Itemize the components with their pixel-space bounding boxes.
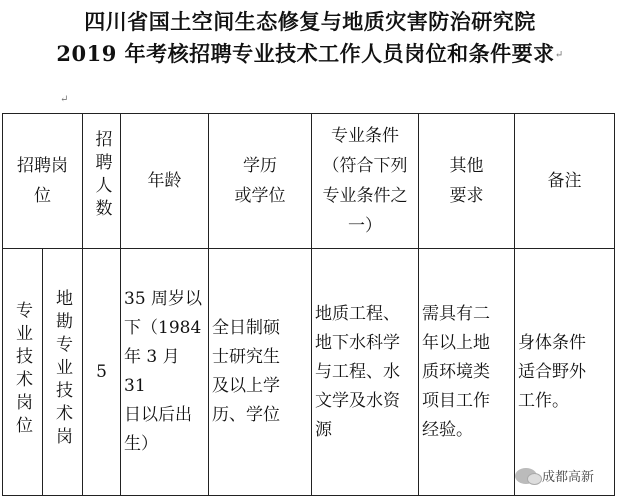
cell-count: 5 [83,249,121,496]
header-education: 学历 或学位 [209,114,312,249]
header-count: 招聘人数 [83,114,121,249]
document-title [0,6,620,72]
cell-note: 身体条件 适合野外 工作。 [515,249,615,496]
watermark-text: 成都高新 [541,470,594,485]
wechat-icon [515,468,537,484]
table-header-row [3,114,615,249]
paragraph-mark: ↵ [60,94,69,105]
cell-category: 专业技术岗位 [3,249,43,496]
cell-other: 需具有二 年以上地 质环境类 项目工作 经验。 [419,249,515,496]
watermark [515,466,594,485]
cell-major: 地质工程、 地下水科学 与工程、水 文学及水资 源 [312,249,419,496]
cell-education: 全日制硕 士研究生 及以上学 历、学位 [209,249,312,496]
header-major: 专业条件 （符合下列 专业条件之 一） [312,114,419,249]
table-row [3,249,615,496]
header-position: 招聘岗 位 [3,114,83,249]
title-line-2: 2019 年考核招聘专业技术工作人员岗位和条件要求↵ [56,41,564,66]
recruitment-table [2,113,615,496]
header-age: 年龄 [121,114,209,249]
header-note: 备注 [515,114,615,249]
header-other: 其他 要求 [419,114,515,249]
cell-post: 地勘专业技术岗 [43,249,83,496]
title-line-1: 四川省国土空间生态修复与地质灾害防治研究院 [84,9,536,34]
cell-age: 35 周岁以 下（1984 年 3 月 31 日以后出 生） [121,249,209,496]
